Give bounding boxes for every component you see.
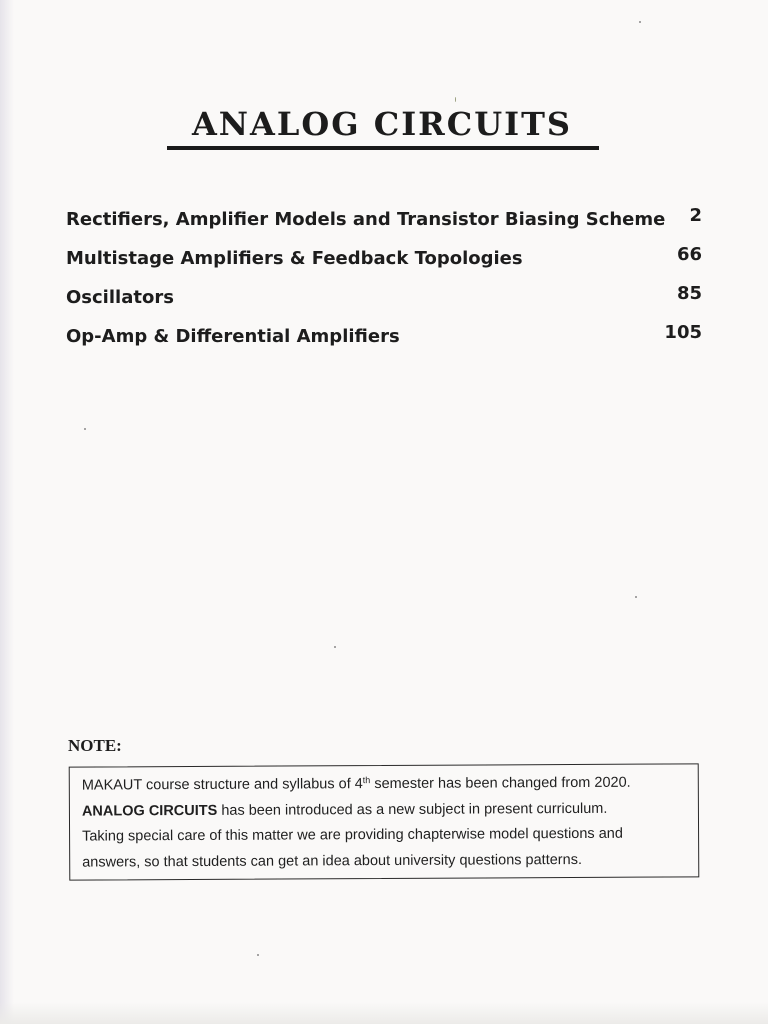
toc-entry-page: 105 bbox=[664, 322, 702, 343]
note-subject-name: ANALOG CIRCUITS bbox=[81, 802, 218, 820]
toc-entry-title: Oscillators bbox=[66, 287, 174, 308]
page-bottom-shadow bbox=[0, 1002, 768, 1024]
scan-speck bbox=[635, 596, 637, 598]
toc-entry-title: Rectifiers, Amplifier Models and Transistor Biasing Scheme bbox=[66, 209, 666, 230]
note-text: semester has been changed from 2020. bbox=[370, 774, 631, 793]
note-text: MAKAUT course structure and syllabus of 4 bbox=[81, 776, 363, 794]
toc-entry bbox=[66, 204, 706, 243]
toc-entry bbox=[66, 282, 706, 321]
toc-entry bbox=[66, 243, 706, 282]
page-title: ANALOG CIRCUITS bbox=[191, 105, 573, 143]
scan-speck bbox=[639, 21, 641, 23]
scan-speck bbox=[84, 428, 86, 430]
toc-entry-page: 66 bbox=[676, 244, 702, 265]
toc-entry bbox=[66, 321, 706, 360]
note-line bbox=[82, 770, 688, 799]
scan-speck bbox=[334, 646, 336, 648]
note-text: has been introduced as a new subject in present curriculum. bbox=[217, 800, 608, 819]
scan-speck bbox=[257, 954, 259, 956]
toc-entry-page: 85 bbox=[676, 283, 702, 304]
page-edge-shadow bbox=[0, 0, 14, 1024]
note-heading: NOTE: bbox=[68, 736, 122, 755]
ordinal-suffix: th bbox=[362, 775, 371, 786]
toc-entry-title: Multistage Amplifiers & Feedback Topologies bbox=[66, 248, 523, 269]
toc-entry-page: 2 bbox=[689, 205, 702, 226]
title-underline bbox=[167, 146, 599, 150]
note-line: Taking special care of this matter we are providing chapterwise model questions and bbox=[82, 825, 623, 845]
note-line bbox=[82, 796, 688, 825]
toc-entry-title: Op-Amp & Differential Amplifiers bbox=[66, 326, 400, 347]
note-box bbox=[69, 763, 700, 880]
scan-speck bbox=[455, 97, 456, 102]
note-line: answers, so that students can get an idea about university questions patterns. bbox=[82, 851, 582, 871]
table-of-contents bbox=[66, 204, 706, 360]
